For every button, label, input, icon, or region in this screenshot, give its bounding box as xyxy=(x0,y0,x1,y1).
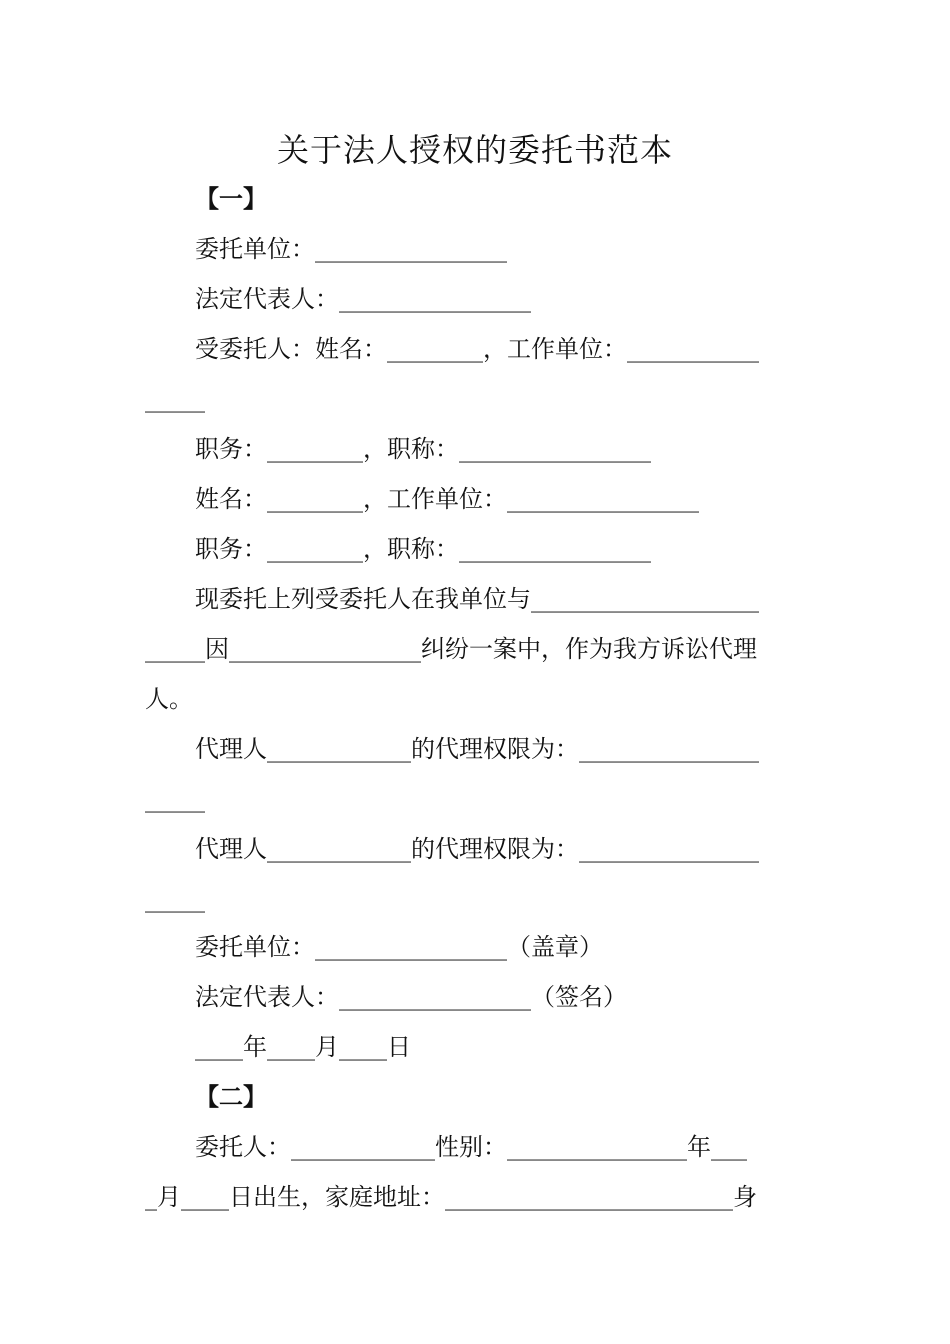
agent-authority-line-1-continued: _____ xyxy=(145,785,205,813)
document-title: 关于法人授权的委托书范本 xyxy=(276,131,673,169)
signature-representative-line: 法定代表人：________________（签名） xyxy=(195,983,627,1011)
second-trustee-name-line: 姓名：________，工作单位：________________ xyxy=(195,485,699,513)
section-heading-one: 【一】 xyxy=(195,184,267,213)
trustee-name-line: 受委托人：姓名：________，工作单位：___________ xyxy=(195,335,759,363)
entrustment-statement-line-2: _____因________________纠纷一案中，作为我方诉讼代理 xyxy=(145,635,757,663)
trustee-name-line-continued: _____ xyxy=(145,385,205,413)
legal-representative-line: 法定代表人：________________ xyxy=(195,285,531,313)
date-line: ____年____月____日 xyxy=(195,1033,411,1061)
entrustment-statement-line: 现委托上列受委托人在我单位与___________________ xyxy=(195,585,759,613)
trustee-position-line: 职务：________，职称：________________ xyxy=(195,435,651,463)
second-trustee-position-line: 职务：________，职称：________________ xyxy=(195,535,651,563)
section-heading-two: 【二】 xyxy=(195,1082,267,1111)
agent-authority-line-1: 代理人____________的代理权限为：_______________ xyxy=(195,735,759,763)
principal-info-line-continued: _月____日出生，家庭地址：________________________身 xyxy=(145,1183,757,1211)
entrusting-unit-line: 委托单位：________________ xyxy=(195,235,507,263)
agent-authority-line-2-continued: _____ xyxy=(145,885,205,913)
signature-unit-seal-line: 委托单位：________________（盖章） xyxy=(195,933,603,961)
agent-authority-line-2: 代理人____________的代理权限为：_______________ xyxy=(195,835,759,863)
principal-info-line: 委托人：____________性别：_______________年___ xyxy=(195,1133,747,1161)
entrustment-statement-line-3: 人。 xyxy=(145,685,193,713)
